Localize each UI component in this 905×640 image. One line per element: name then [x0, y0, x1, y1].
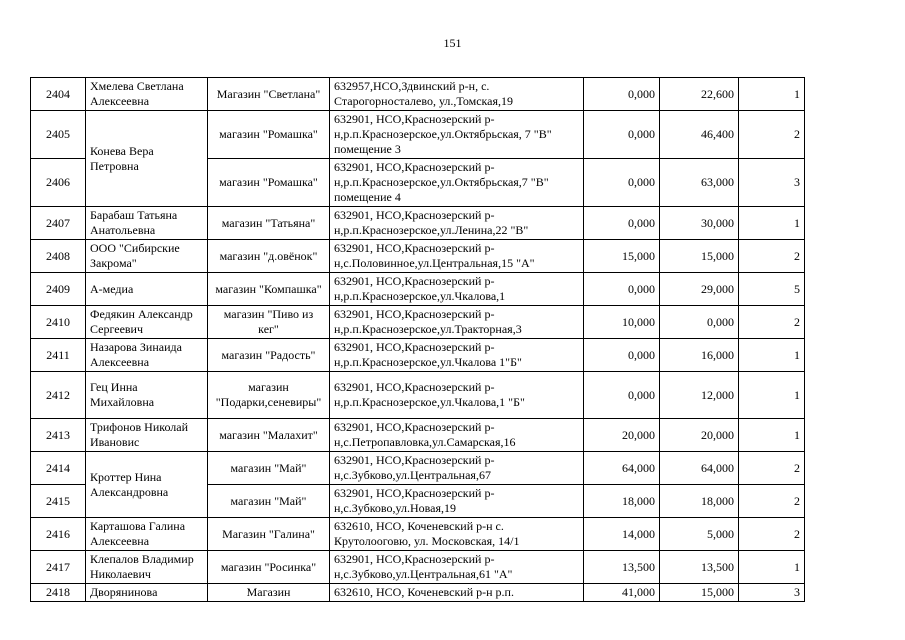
row-number: 2407	[31, 207, 86, 240]
count: 1	[739, 419, 805, 452]
registry-table	[30, 77, 805, 602]
count: 1	[739, 372, 805, 419]
shop-name: магазин "Ромашка"	[208, 159, 330, 207]
shop-address: 632901, НСО,Краснозерский р-н,р.п.Краснозерское,ул.Октябрьская,7 "В" помещение 4	[330, 159, 584, 207]
value-1: 14,000	[584, 518, 660, 551]
value-2: 18,000	[660, 485, 739, 518]
shop-address: 632901, НСО,Краснозерский р-н,р.п.Краснозерское,ул.Чкалова,1 "Б"	[330, 372, 584, 419]
table-row	[31, 584, 805, 602]
owner-name: Федякин Александр Сергеевич	[86, 306, 208, 339]
row-number: 2417	[31, 551, 86, 584]
shop-address: 632901, НСО,Краснозерский р-н,р.п.Краснозерское,ул.Октябрьская, 7 "В" помещение 3	[330, 111, 584, 159]
shop-address: 632901, НСО,Краснозерский р-н,р.п.Краснозерское,ул.Чкалова 1"Б"	[330, 339, 584, 372]
value-2: 30,000	[660, 207, 739, 240]
count: 2	[739, 240, 805, 273]
row-number: 2412	[31, 372, 86, 419]
value-1: 20,000	[584, 419, 660, 452]
shop-address: 632901, НСО,Краснозерский р-н,с.Зубково,ул.Центральная,67	[330, 452, 584, 485]
value-2: 63,000	[660, 159, 739, 207]
shop-address: 632901, НСО,Краснозерский р-н,с.Зубково,ул.Центральная,61 "А"	[330, 551, 584, 584]
row-number: 2405	[31, 111, 86, 159]
count: 3	[739, 159, 805, 207]
table-row	[31, 207, 805, 240]
value-2: 15,000	[660, 584, 739, 602]
value-1: 64,000	[584, 452, 660, 485]
owner-name: ООО "Сибирские Закрома"	[86, 240, 208, 273]
table-row	[31, 551, 805, 584]
shop-name: магазин "Ромашка"	[208, 111, 330, 159]
shop-address: 632610, НСО, Коченевский р-н с. Крутолооговю, ул. Московская, 14/1	[330, 518, 584, 551]
shop-name: магазин "Компашка"	[208, 273, 330, 306]
value-1: 15,000	[584, 240, 660, 273]
value-1: 13,500	[584, 551, 660, 584]
count: 1	[739, 551, 805, 584]
value-1: 0,000	[584, 207, 660, 240]
count: 2	[739, 111, 805, 159]
owner-name: Карташова Галина Алексеевна	[86, 518, 208, 551]
row-number: 2418	[31, 584, 86, 602]
shop-name: Магазин	[208, 584, 330, 602]
value-1: 0,000	[584, 372, 660, 419]
table-row	[31, 419, 805, 452]
shop-address: 632901, НСО,Краснозерский р-н,с.Половинное,ул.Центральная,15 "А"	[330, 240, 584, 273]
count: 1	[739, 78, 805, 111]
owner-name: Дворянинова	[86, 584, 208, 602]
owner-name: Конева Вера Петровна	[86, 111, 208, 207]
table-row	[31, 372, 805, 419]
owner-name: Клепалов Владимир Николаевич	[86, 551, 208, 584]
value-1: 0,000	[584, 159, 660, 207]
table-row	[31, 339, 805, 372]
shop-name: Магазин "Галина"	[208, 518, 330, 551]
value-2: 29,000	[660, 273, 739, 306]
owner-name: Трифонов Николай Ивановис	[86, 419, 208, 452]
shop-name: магазин "Пиво из кег"	[208, 306, 330, 339]
row-number: 2406	[31, 159, 86, 207]
shop-name: магазин "Татьяна"	[208, 207, 330, 240]
shop-name: Магазин "Светлана"	[208, 78, 330, 111]
table-row	[31, 306, 805, 339]
table-row	[31, 452, 805, 485]
count: 2	[739, 306, 805, 339]
table-row	[31, 78, 805, 111]
shop-name: магазин "Май"	[208, 452, 330, 485]
row-number: 2410	[31, 306, 86, 339]
value-2: 0,000	[660, 306, 739, 339]
count: 5	[739, 273, 805, 306]
row-number: 2409	[31, 273, 86, 306]
count: 2	[739, 518, 805, 551]
shop-address: 632901, НСО,Краснозерский р-н,р.п.Краснозерское,ул.Ленина,22 "В"	[330, 207, 584, 240]
owner-name: Назарова Зинаида Алексеевна	[86, 339, 208, 372]
row-number: 2416	[31, 518, 86, 551]
value-2: 12,000	[660, 372, 739, 419]
shop-name: магазин "Радость"	[208, 339, 330, 372]
shop-name: магазин "Подарки,сеневиры"	[208, 372, 330, 419]
shop-name: магазин "Малахит"	[208, 419, 330, 452]
owner-name: Барабаш Татьяна Анатольевна	[86, 207, 208, 240]
shop-address: 632901, НСО,Краснозерский р-н,с.Петропавловка,ул.Самарская,16	[330, 419, 584, 452]
table-row	[31, 240, 805, 273]
owner-name: А-медиа	[86, 273, 208, 306]
shop-address: 632957,НСО,Здвинский р-н, с. Старогорносталево, ул.,Томская,19	[330, 78, 584, 111]
shop-address: 632901, НСО,Краснозерский р-н,с.Зубково,ул.Новая,19	[330, 485, 584, 518]
value-2: 13,500	[660, 551, 739, 584]
value-1: 0,000	[584, 111, 660, 159]
table-row	[31, 273, 805, 306]
count: 3	[739, 584, 805, 602]
row-number: 2415	[31, 485, 86, 518]
row-number: 2404	[31, 78, 86, 111]
value-1: 0,000	[584, 339, 660, 372]
owner-name: Хмелева Светлана Алексеевна	[86, 78, 208, 111]
row-number: 2408	[31, 240, 86, 273]
table-row	[31, 111, 805, 159]
count: 2	[739, 485, 805, 518]
table-row	[31, 518, 805, 551]
shop-address: 632901, НСО,Краснозерский р-н,р.п.Краснозерское,ул.Тракторная,3	[330, 306, 584, 339]
count: 1	[739, 339, 805, 372]
count: 1	[739, 207, 805, 240]
shop-address: 632610, НСО, Коченевский р-н р.п.	[330, 584, 584, 602]
page-number: 151	[443, 36, 462, 50]
owner-name: Гец Инна Михайловна	[86, 372, 208, 419]
value-1: 0,000	[584, 273, 660, 306]
row-number: 2411	[31, 339, 86, 372]
value-2: 46,400	[660, 111, 739, 159]
row-number: 2413	[31, 419, 86, 452]
value-2: 15,000	[660, 240, 739, 273]
shop-name: магазин "Росинка"	[208, 551, 330, 584]
value-1: 10,000	[584, 306, 660, 339]
value-2: 20,000	[660, 419, 739, 452]
value-1: 0,000	[584, 78, 660, 111]
owner-name: Кроттер Нина Александровна	[86, 452, 208, 518]
value-1: 41,000	[584, 584, 660, 602]
value-2: 5,000	[660, 518, 739, 551]
value-2: 64,000	[660, 452, 739, 485]
shop-address: 632901, НСО,Краснозерский р-н,р.п.Краснозерское,ул.Чкалова,1	[330, 273, 584, 306]
row-number: 2414	[31, 452, 86, 485]
count: 2	[739, 452, 805, 485]
value-2: 16,000	[660, 339, 739, 372]
shop-name: магазин "д.овёнок"	[208, 240, 330, 273]
value-1: 18,000	[584, 485, 660, 518]
shop-name: магазин "Май"	[208, 485, 330, 518]
value-2: 22,600	[660, 78, 739, 111]
